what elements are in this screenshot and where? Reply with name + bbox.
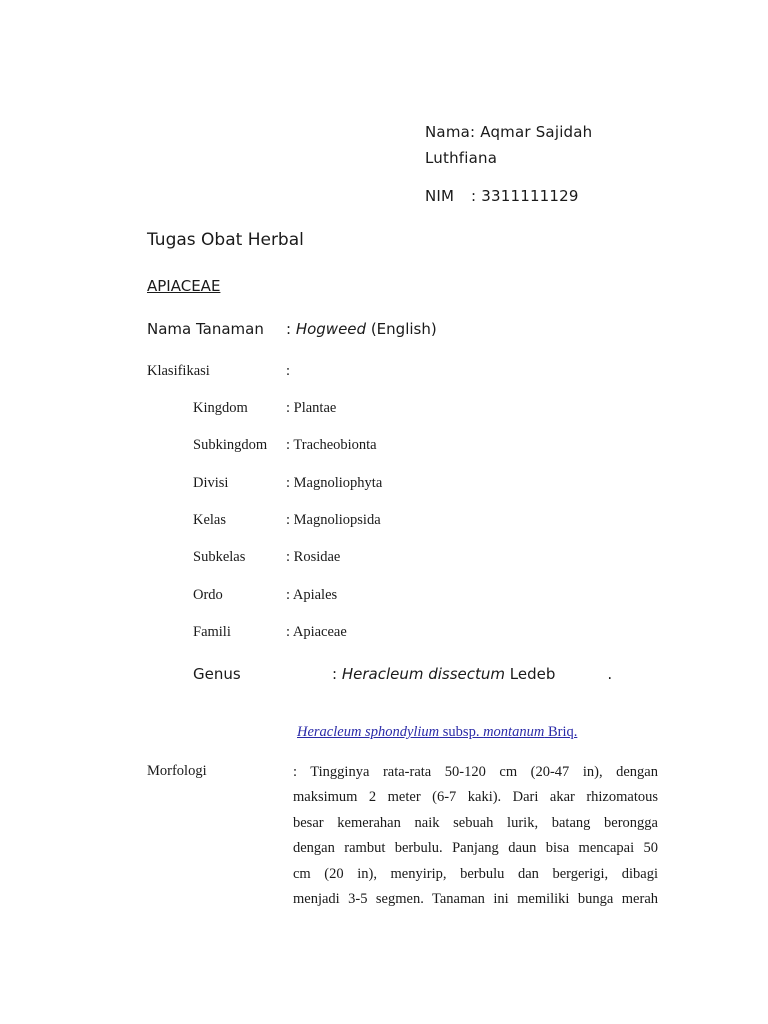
morphology-paragraph: [293, 760, 658, 912]
taxonomy-row-kingdom: [193, 400, 336, 417]
plant-name-colon: :: [286, 320, 296, 338]
taxonomy-row-subkingdom: [193, 437, 377, 454]
taxonomy-rank: Famili: [193, 624, 231, 640]
taxonomy-value: : Plantae: [286, 400, 337, 416]
taxonomy-value: : Apiales: [286, 587, 338, 603]
document-title: Tugas Obat Herbal: [147, 230, 304, 250]
plant-name-language: (English): [366, 320, 437, 338]
classification-heading: [147, 363, 290, 380]
name-label: Nama: [425, 123, 471, 141]
nim-label: NIM: [425, 187, 455, 205]
synonym-link[interactable]: [297, 724, 577, 741]
plant-name-label: Nama Tanaman: [147, 320, 264, 338]
genus-colon: :: [332, 665, 342, 683]
nim-value: : 3311111129: [471, 187, 579, 205]
plant-name-row: [147, 320, 437, 338]
taxonomy-rank: Kelas: [193, 512, 227, 528]
taxonomy-rank: Subkelas: [193, 549, 246, 565]
morphology-label: Morfologi: [147, 763, 207, 779]
taxonomy-value: : Apiaceae: [286, 624, 347, 640]
taxonomy-value: : Magnoliopsida: [286, 512, 381, 528]
plant-common-name: Hogweed: [295, 320, 367, 338]
classification-label: Klasifikasi: [147, 363, 210, 379]
synonym-species: Heracleum sphondylium: [297, 724, 440, 740]
student-name: [425, 119, 592, 171]
taxonomy-value: : Tracheobionta: [286, 437, 377, 453]
genus-trailing: .: [607, 665, 613, 683]
name-value-line2: Luthfiana: [425, 149, 498, 167]
taxonomy-value: : Magnoliophyta: [286, 475, 383, 491]
morphology-line: maksimum 2 meter (6-7 kaki). Dari akar rhizomatous: [293, 789, 658, 806]
taxonomy-row-ordo: [193, 587, 337, 604]
family-heading: APIACEAE: [147, 277, 221, 295]
morphology-line: dengan rambut berbulu. Panjang daun bisa mencapai 50: [293, 840, 658, 857]
taxonomy-rank: Divisi: [193, 475, 229, 491]
morphology-line: : Tingginya rata-rata 50-120 cm (20-47 in), dengan: [293, 764, 658, 780]
synonym-author: Briq.: [544, 724, 578, 740]
taxonomy-rank: Kingdom: [193, 400, 248, 416]
classification-colon: :: [286, 363, 291, 379]
morphology-line: menjadi 3-5 segmen. Tanaman ini memiliki bunga merah: [293, 891, 658, 908]
morphology-line: cm (20 in), menyirip, berbulu dan bergerigi, dibagi: [293, 865, 658, 882]
taxonomy-row-genus: [193, 665, 612, 683]
genus-author: Ledeb: [505, 665, 556, 683]
taxonomy-row-divisi: [193, 475, 382, 492]
synonym-subsp: montanum: [483, 724, 545, 740]
taxonomy-value: : Rosidae: [286, 549, 341, 565]
genus-label: Genus: [193, 665, 241, 683]
taxonomy-row-kelas: [193, 512, 381, 529]
student-nim: [425, 187, 579, 205]
genus-species: Heracleum dissectum: [341, 665, 506, 683]
taxonomy-row-subkelas: [193, 549, 340, 566]
taxonomy-row-famili: [193, 624, 347, 641]
taxonomy-rank: Ordo: [193, 587, 223, 603]
name-value-line1: : Aqmar Sajidah: [470, 123, 593, 141]
morphology-line: besar kemerahan naik sebuah lurik, batang berongga: [293, 814, 658, 831]
taxonomy-rank: Subkingdom: [193, 437, 268, 453]
synonym-subsp-label: subsp.: [439, 724, 484, 740]
